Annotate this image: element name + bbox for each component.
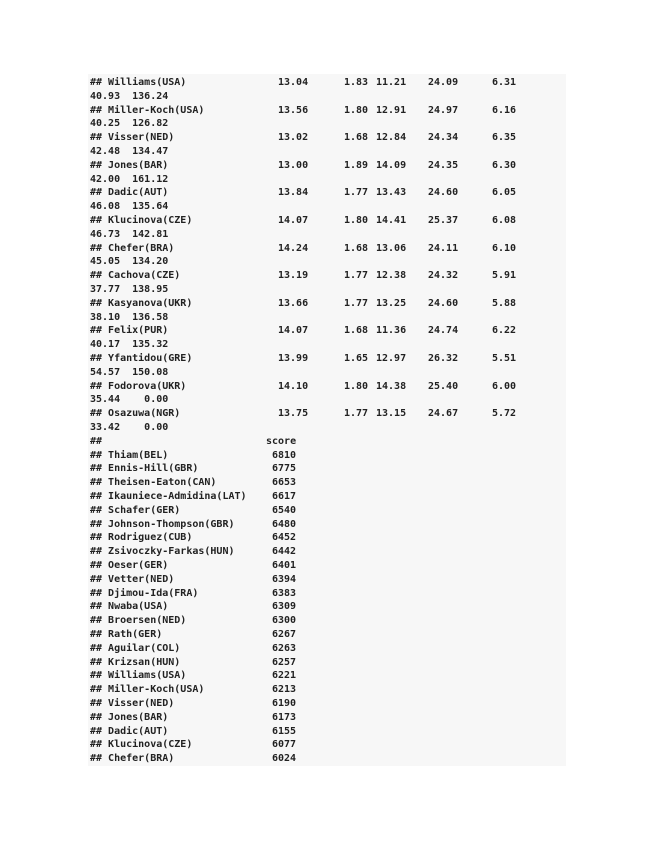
- athlete-name: ## Oeser(GER): [90, 560, 169, 571]
- score-row: [88, 573, 566, 587]
- athlete-name: ## Williams(USA): [90, 670, 187, 682]
- score-row: [88, 531, 566, 545]
- score-value: 6190: [272, 698, 297, 709]
- wrapped-row: 33.42 0.00: [90, 422, 169, 433]
- wrapped-row: 40.25 126.82: [90, 118, 169, 130]
- table-cell: 1.77: [344, 270, 369, 282]
- table-cell: 24.11: [428, 242, 459, 254]
- athlete-name: ## Broersen(NED): [90, 615, 187, 627]
- score-row: [88, 642, 566, 656]
- table-row: [88, 214, 566, 228]
- score-value: 6480: [272, 518, 297, 530]
- table-cell: 24.09: [428, 77, 459, 88]
- athlete-name: ## Ennis-Hill(GBR): [90, 463, 199, 475]
- score-row: [88, 738, 566, 752]
- score-value: 6263: [272, 642, 297, 654]
- table-cell: 14.38: [376, 380, 407, 392]
- table-row: [88, 407, 566, 421]
- score-row: [88, 476, 566, 490]
- table-row: [88, 324, 566, 338]
- table-cell: 6.35: [492, 132, 517, 144]
- athlete-name: ## Rath(GER): [90, 629, 163, 640]
- table-cell: 25.40: [428, 380, 459, 392]
- score-value: 6155: [272, 725, 297, 737]
- wrapped-row: 35.44 0.00: [90, 394, 169, 406]
- table-row: [88, 297, 566, 311]
- score-row: [88, 614, 566, 628]
- athlete-name: ## Miller-Koch(USA): [90, 104, 205, 116]
- score-row: [88, 697, 566, 711]
- score-value: 6383: [272, 587, 297, 599]
- athlete-name: ## Theisen-Eaton(CAN): [90, 477, 217, 489]
- score-row: [88, 462, 566, 476]
- score-value: 6775: [272, 463, 297, 475]
- athlete-name: ## Klucinova(CZE): [90, 739, 193, 751]
- table-cell: 13.00: [278, 159, 309, 171]
- table-cell: 1.77: [344, 408, 369, 420]
- athlete-name: ## Dadic(AUT): [90, 725, 169, 737]
- table-row: [88, 380, 566, 394]
- table-cell: 26.32: [428, 353, 459, 364]
- score-value: 6540: [272, 504, 297, 516]
- score-value: 6173: [272, 711, 297, 723]
- score-value: 6309: [272, 601, 297, 613]
- score-value: 6810: [272, 449, 297, 461]
- table-cell: 13.99: [278, 353, 309, 364]
- table-cell: 1.65: [344, 353, 369, 364]
- table-cell: 13.19: [278, 270, 309, 282]
- table-cell: 13.04: [278, 77, 309, 88]
- score-row: [88, 559, 566, 573]
- score-row: [88, 669, 566, 683]
- score-value: 6257: [272, 656, 297, 668]
- score-row: [88, 628, 566, 642]
- table-row: [88, 131, 566, 145]
- table-cell: 5.72: [492, 408, 517, 420]
- athlete-name: ## Felix(PUR): [90, 325, 169, 337]
- athlete-name: ## Thiam(BEL): [90, 449, 169, 461]
- score-value: 6617: [272, 491, 297, 502]
- table-cell: 6.10: [492, 242, 517, 254]
- table-cell: 14.07: [278, 325, 309, 337]
- table-cell: 5.88: [492, 297, 517, 309]
- table-cell: 13.25: [376, 297, 407, 309]
- header-prefix: ##: [90, 435, 103, 447]
- wrapped-row: 40.93 136.24: [90, 90, 169, 102]
- table-cell: 12.97: [376, 353, 407, 364]
- table-cell: 12.84: [376, 132, 407, 144]
- score-value: 6267: [272, 629, 297, 640]
- table-cell: 1.80: [344, 104, 369, 116]
- table-cell: 1.68: [344, 325, 369, 337]
- table-cell: 14.09: [376, 159, 407, 171]
- wrapped-row: 42.48 134.47: [90, 146, 169, 157]
- athlete-name: ## Osazuwa(NGR): [90, 408, 181, 420]
- table-cell: 13.43: [376, 187, 407, 199]
- score-row: [88, 587, 566, 601]
- table-row: [88, 186, 566, 200]
- table-cell: 1.77: [344, 297, 369, 309]
- table-cell: 24.34: [428, 132, 459, 144]
- table-cell: 13.06: [376, 242, 407, 254]
- table-cell: 24.97: [428, 104, 459, 116]
- score-row: [88, 725, 566, 739]
- table-row: [88, 104, 566, 118]
- score-value: 6442: [272, 546, 297, 558]
- athlete-name: ## Williams(USA): [90, 77, 187, 88]
- score-value: 6653: [272, 477, 297, 489]
- athlete-name: ## Yfantidou(GRE): [90, 353, 193, 364]
- score-row: [88, 504, 566, 518]
- athlete-name: ## Jones(BAR): [90, 711, 169, 723]
- athlete-name: ## Djimou-Ida(FRA): [90, 587, 199, 599]
- table-cell: 1.89: [344, 159, 369, 171]
- table-cell: 6.30: [492, 159, 517, 171]
- wrapped-row: 37.77 138.95: [90, 284, 169, 295]
- table-cell: 11.21: [376, 77, 407, 88]
- athlete-name: ## Dadic(AUT): [90, 187, 169, 199]
- wrapped-row: 38.10 136.58: [90, 311, 169, 323]
- athlete-name: ## Jones(BAR): [90, 159, 169, 171]
- score-row: [88, 518, 566, 532]
- athlete-name: ## Chefer(BRA): [90, 753, 175, 765]
- wrapped-row: 46.73 142.81: [90, 228, 169, 240]
- table-cell: 12.38: [376, 270, 407, 282]
- wrapped-row: 46.08 135.64: [90, 201, 169, 213]
- wrapped-row: 45.05 134.20: [90, 256, 169, 268]
- score-value: 6077: [272, 739, 297, 751]
- table-cell: 11.36: [376, 325, 407, 337]
- score-value: 6401: [272, 560, 297, 571]
- table-row: [88, 269, 566, 283]
- table-cell: 13.75: [278, 408, 309, 420]
- table-cell: 1.80: [344, 380, 369, 392]
- score-column-header: score: [266, 435, 297, 447]
- table-cell: 24.35: [428, 159, 459, 171]
- table-cell: 14.10: [278, 380, 309, 392]
- athlete-name: ## Klucinova(CZE): [90, 215, 193, 226]
- athlete-name: ## Miller-Koch(USA): [90, 684, 205, 696]
- score-value: 6213: [272, 684, 297, 696]
- table-cell: 24.67: [428, 408, 459, 420]
- table-cell: 14.07: [278, 215, 309, 226]
- table-cell: 1.80: [344, 215, 369, 226]
- table-cell: 6.16: [492, 104, 517, 116]
- athlete-name: ## Fodorova(UKR): [90, 380, 187, 392]
- athlete-name: ## Nwaba(USA): [90, 601, 169, 613]
- athlete-name: ## Visser(NED): [90, 132, 175, 144]
- table-cell: 25.37: [428, 215, 459, 226]
- table-cell: 13.84: [278, 187, 309, 199]
- table-cell: 13.56: [278, 104, 309, 116]
- table-row: [88, 242, 566, 256]
- table-cell: 6.00: [492, 380, 517, 392]
- wrapped-row: 42.00 161.12: [90, 173, 169, 185]
- table-cell: 1.83: [344, 77, 369, 88]
- table-cell: 6.05: [492, 187, 517, 199]
- athlete-name: ## Johnson-Thompson(GBR): [90, 518, 235, 530]
- athlete-name: ## Rodriguez(CUB): [90, 532, 193, 544]
- table-cell: 14.24: [278, 242, 309, 254]
- table-cell: 5.51: [492, 353, 517, 364]
- table-row: [88, 352, 566, 366]
- table-cell: 13.66: [278, 297, 309, 309]
- score-value: 6221: [272, 670, 297, 682]
- score-row: [88, 449, 566, 463]
- score-value: 6300: [272, 615, 297, 627]
- score-row: [88, 545, 566, 559]
- athlete-name: ## Cachova(CZE): [90, 270, 181, 282]
- score-row: [88, 656, 566, 670]
- console-output: [88, 74, 566, 766]
- table-cell: 24.60: [428, 187, 459, 199]
- score-row: [88, 711, 566, 725]
- table-cell: 24.32: [428, 270, 459, 282]
- athlete-name: ## Vetter(NED): [90, 573, 175, 585]
- table-cell: 13.15: [376, 408, 407, 420]
- table-cell: 1.68: [344, 132, 369, 144]
- athlete-name: ## Krizsan(HUN): [90, 656, 181, 668]
- score-row: [88, 683, 566, 697]
- athlete-name: ## Ikauniece-Admidina(LAT): [90, 491, 247, 502]
- table-cell: 14.41: [376, 215, 407, 226]
- table-row: [88, 76, 566, 90]
- score-value: 6024: [272, 753, 297, 765]
- table-cell: 1.68: [344, 242, 369, 254]
- table-cell: 13.02: [278, 132, 309, 144]
- table-cell: 1.77: [344, 187, 369, 199]
- athlete-name: ## Schafer(GER): [90, 504, 181, 516]
- score-row: [88, 600, 566, 614]
- table-row: [88, 159, 566, 173]
- score-value: 6452: [272, 532, 297, 544]
- athlete-name: ## Aguilar(COL): [90, 642, 181, 654]
- athlete-name: ## Visser(NED): [90, 698, 175, 709]
- table-cell: 6.08: [492, 215, 517, 226]
- table-cell: 6.31: [492, 77, 517, 88]
- athlete-name: ## Chefer(BRA): [90, 242, 175, 254]
- table-cell: 12.91: [376, 104, 407, 116]
- table-cell: 24.60: [428, 297, 459, 309]
- table-cell: 24.74: [428, 325, 459, 337]
- wrapped-row: 40.17 135.32: [90, 339, 169, 351]
- athlete-name: ## Zsivoczky-Farkas(HUN): [90, 546, 235, 558]
- wrapped-row: 54.57 150.08: [90, 366, 169, 378]
- athlete-name: ## Kasyanova(UKR): [90, 297, 193, 309]
- table-cell: 6.22: [492, 325, 517, 337]
- score-row: [88, 752, 566, 766]
- score-value: 6394: [272, 573, 297, 585]
- score-row: [88, 490, 566, 504]
- score-header: [88, 435, 566, 449]
- table-cell: 5.91: [492, 270, 517, 282]
